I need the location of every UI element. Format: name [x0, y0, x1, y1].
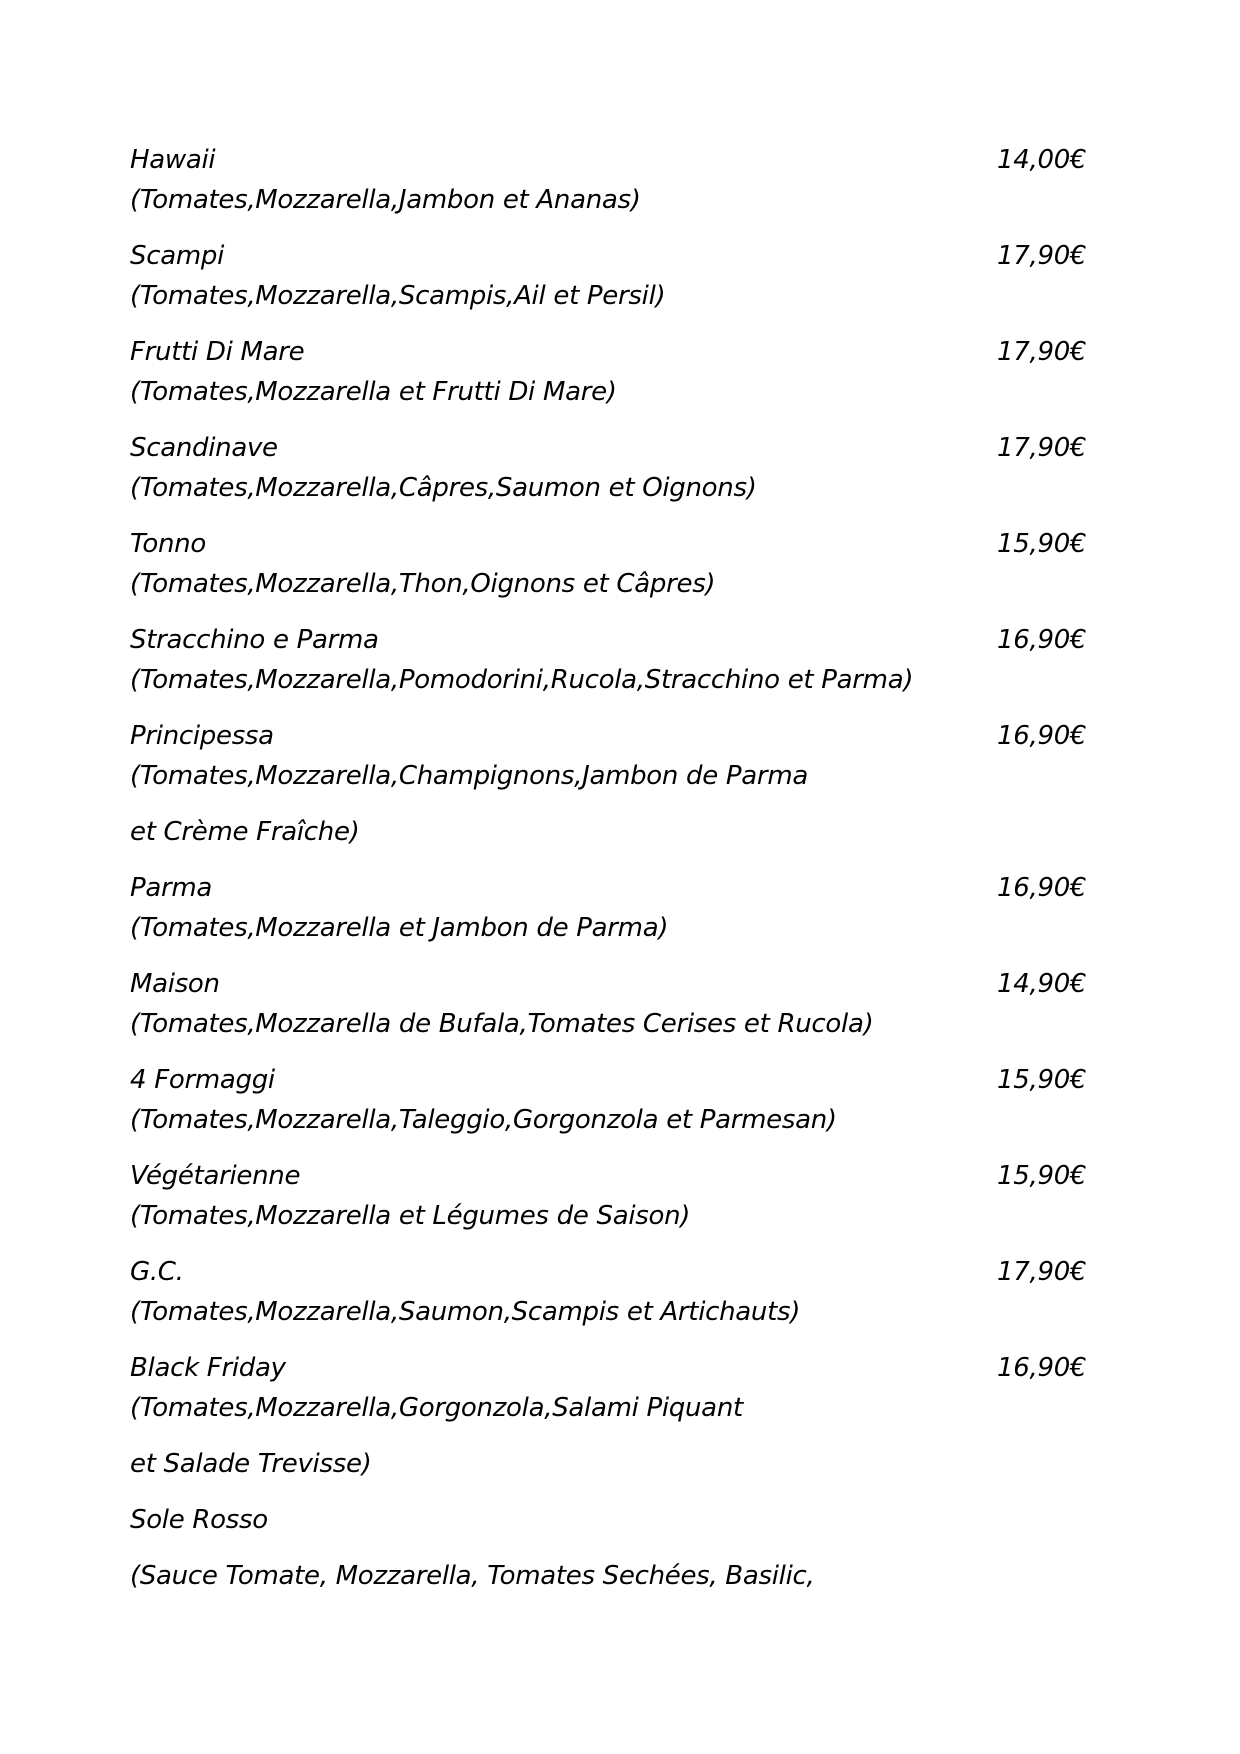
item-price: 15,90€	[997, 1161, 1087, 1191]
item-description-line: (Sauce Tomate, Mozzarella, Tomates Sechées, Basilic,	[130, 1561, 815, 1591]
item-name: Scandinave	[130, 433, 278, 463]
item-description-line: (Tomates,Mozzarella,Jambon et Ananas)	[130, 185, 641, 215]
item-name-row	[130, 964, 1190, 1004]
menu-item	[130, 868, 1190, 948]
item-name: 4 Formaggi	[130, 1065, 275, 1095]
item-name-row	[130, 1156, 1190, 1196]
menu-item	[130, 620, 1190, 700]
menu-item	[130, 524, 1190, 604]
item-description-line: (Tomates,Mozzarella et Légumes de Saison)	[130, 1201, 691, 1231]
item-description-line: et Salade Trevisse)	[130, 1449, 372, 1479]
item-description-line: (Tomates,Mozzarella,Câpres,Saumon et Oignons)	[130, 473, 757, 503]
item-name: Maison	[130, 969, 220, 999]
item-description-line: (Tomates,Mozzarella,Gorgonzola,Salami Piquant	[130, 1393, 743, 1423]
menu-item	[130, 428, 1190, 508]
item-name-row	[130, 1348, 1190, 1388]
item-description-line: et Crème Fraîche)	[130, 817, 360, 847]
menu-item	[130, 964, 1190, 1044]
menu-item	[130, 236, 1190, 316]
item-description-line: (Tomates,Mozzarella,Taleggio,Gorgonzola et Parmesan)	[130, 1105, 837, 1135]
item-name-row	[130, 716, 1190, 756]
menu-list	[130, 140, 1190, 1596]
menu-item	[130, 1156, 1190, 1236]
menu-item	[130, 1060, 1190, 1140]
menu-item	[130, 332, 1190, 412]
item-price: 15,90€	[997, 529, 1087, 559]
item-description-line: (Tomates,Mozzarella et Jambon de Parma)	[130, 913, 669, 943]
item-price: 16,90€	[997, 1353, 1087, 1383]
item-description-line: (Tomates,Mozzarella,Thon,Oignons et Câpres)	[130, 569, 716, 599]
item-price: 16,90€	[997, 625, 1087, 655]
item-price: 17,90€	[997, 433, 1087, 463]
item-price: 14,00€	[997, 145, 1087, 175]
item-name-row	[130, 332, 1190, 372]
menu-item	[130, 1252, 1190, 1332]
item-description-line: (Tomates,Mozzarella et Frutti Di Mare)	[130, 377, 617, 407]
item-price: 15,90€	[997, 1065, 1087, 1095]
item-name: Stracchino e Parma	[130, 625, 379, 655]
menu-item	[130, 140, 1190, 220]
item-name-row	[130, 868, 1190, 908]
item-name: Sole Rosso	[130, 1505, 268, 1535]
menu-item	[130, 1348, 1190, 1484]
item-name-row	[130, 524, 1190, 564]
item-name-row	[130, 1500, 1190, 1540]
item-name-row	[130, 140, 1190, 180]
item-price: 16,90€	[997, 873, 1087, 903]
item-name-row	[130, 236, 1190, 276]
item-name: Black Friday	[130, 1353, 286, 1383]
item-name: Scampi	[130, 241, 224, 271]
item-name: Hawaii	[130, 145, 216, 175]
item-name: Parma	[130, 873, 213, 903]
item-description-line: (Tomates,Mozzarella,Pomodorini,Rucola,Stracchino et Parma)	[130, 665, 914, 695]
item-name-row	[130, 1252, 1190, 1292]
item-price: 17,90€	[997, 1257, 1087, 1287]
item-name: G.C.	[130, 1257, 184, 1287]
item-name: Végétarienne	[130, 1161, 301, 1191]
item-price: 14,90€	[997, 969, 1087, 999]
item-name: Principessa	[130, 721, 274, 751]
menu-item	[130, 716, 1190, 852]
item-description-line: (Tomates,Mozzarella de Bufala,Tomates Cerises et Rucola)	[130, 1009, 874, 1039]
menu-item	[130, 1500, 1190, 1596]
item-name: Frutti Di Mare	[130, 337, 305, 367]
item-price: 17,90€	[997, 337, 1087, 367]
item-description-line: (Tomates,Mozzarella,Saumon,Scampis et Artichauts)	[130, 1297, 801, 1327]
item-description-line: (Tomates,Mozzarella,Scampis,Ail et Persil)	[130, 281, 666, 311]
item-price: 16,90€	[997, 721, 1087, 751]
item-name-row	[130, 428, 1190, 468]
item-name-row	[130, 620, 1190, 660]
item-description-line: (Tomates,Mozzarella,Champignons,Jambon de Parma	[130, 761, 808, 791]
item-name: Tonno	[130, 529, 206, 559]
item-price: 17,90€	[997, 241, 1087, 271]
item-name-row	[130, 1060, 1190, 1100]
